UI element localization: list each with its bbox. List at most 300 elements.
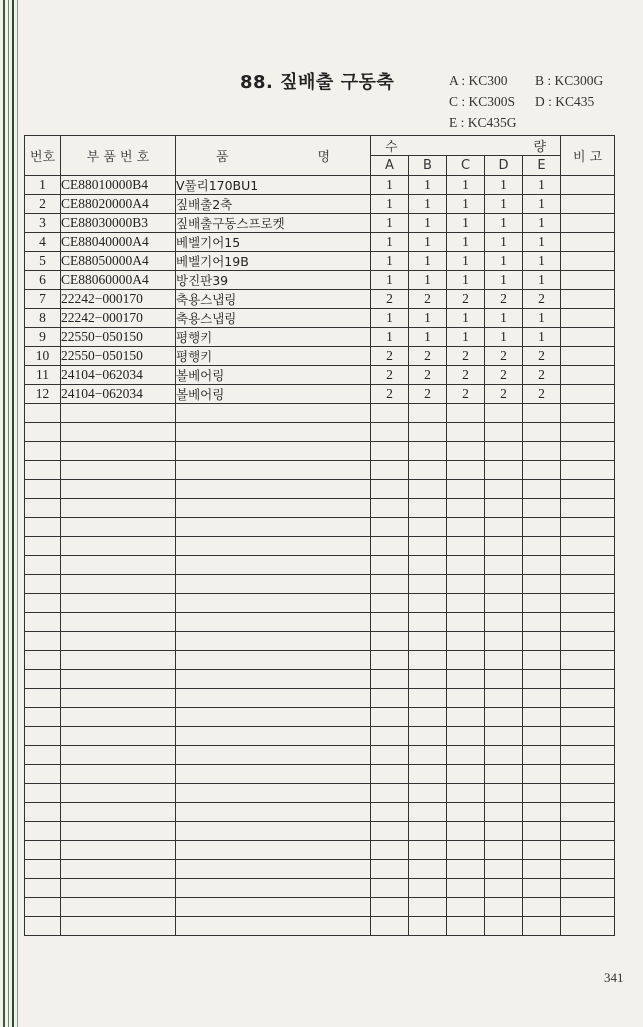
empty-cell (523, 556, 561, 575)
empty-cell (561, 860, 615, 879)
empty-cell (371, 822, 409, 841)
empty-cell (485, 423, 523, 442)
empty-cell (409, 651, 447, 670)
empty-cell (409, 822, 447, 841)
empty-cell (409, 613, 447, 632)
empty-row (25, 689, 615, 708)
empty-cell (447, 651, 485, 670)
empty-cell (523, 841, 561, 860)
row-qty-c: 2 (447, 385, 485, 404)
header-name-left: 품 (216, 150, 229, 165)
empty-cell (25, 784, 61, 803)
empty-cell (176, 613, 371, 632)
header-model-c: C (447, 156, 485, 176)
row-qty-d: 1 (485, 309, 523, 328)
table-row (25, 195, 615, 214)
empty-cell (485, 575, 523, 594)
row-qty-b: 2 (409, 366, 447, 385)
empty-row (25, 423, 615, 442)
row-qty-d: 1 (485, 328, 523, 347)
empty-cell (61, 860, 176, 879)
header-quantity (371, 136, 561, 156)
empty-cell (61, 499, 176, 518)
row-qty-b: 1 (409, 176, 447, 195)
row-part-number: 22550−050150 (61, 328, 176, 347)
empty-cell (485, 860, 523, 879)
empty-cell (447, 556, 485, 575)
empty-cell (523, 917, 561, 936)
empty-cell (409, 765, 447, 784)
empty-cell (176, 765, 371, 784)
empty-cell (523, 860, 561, 879)
empty-cell (485, 784, 523, 803)
legend-row (449, 70, 603, 91)
empty-cell (523, 594, 561, 613)
empty-cell (61, 841, 176, 860)
empty-cell (523, 879, 561, 898)
row-qty-b: 1 (409, 328, 447, 347)
empty-cell (447, 879, 485, 898)
table-row (25, 347, 615, 366)
empty-cell (447, 727, 485, 746)
empty-cell (371, 556, 409, 575)
row-qty-e: 1 (523, 176, 561, 195)
empty-cell (561, 404, 615, 423)
empty-cell (447, 404, 485, 423)
row-qty-e: 1 (523, 328, 561, 347)
empty-cell (523, 632, 561, 651)
empty-cell (176, 556, 371, 575)
empty-cell (25, 518, 61, 537)
empty-cell (61, 765, 176, 784)
empty-cell (61, 404, 176, 423)
empty-cell (371, 480, 409, 499)
empty-cell (447, 917, 485, 936)
empty-cell (485, 898, 523, 917)
header-qty-right: 량 (533, 140, 547, 155)
empty-cell (25, 670, 61, 689)
empty-cell (371, 860, 409, 879)
parts-table-body (25, 176, 615, 936)
row-qty-e: 1 (523, 309, 561, 328)
empty-cell (371, 727, 409, 746)
empty-row (25, 708, 615, 727)
empty-cell (371, 594, 409, 613)
empty-cell (485, 632, 523, 651)
row-part-number: 24104−062034 (61, 385, 176, 404)
row-name: 짚배출구동스프로켓 (176, 214, 371, 233)
row-qty-a: 2 (371, 366, 409, 385)
empty-cell (485, 404, 523, 423)
empty-cell (371, 689, 409, 708)
empty-cell (561, 765, 615, 784)
row-no: 12 (25, 385, 61, 404)
row-part-number: 22242−000170 (61, 290, 176, 309)
header-name (176, 136, 371, 176)
empty-cell (176, 575, 371, 594)
row-qty-b: 2 (409, 347, 447, 366)
empty-cell (25, 632, 61, 651)
row-qty-c: 1 (447, 176, 485, 195)
row-part-number: 22550−050150 (61, 347, 176, 366)
empty-cell (61, 879, 176, 898)
parts-table (24, 135, 615, 936)
empty-cell (176, 822, 371, 841)
empty-row (25, 727, 615, 746)
empty-cell (371, 841, 409, 860)
row-qty-c: 1 (447, 233, 485, 252)
empty-cell (25, 461, 61, 480)
empty-cell (561, 651, 615, 670)
empty-cell (561, 613, 615, 632)
empty-cell (561, 537, 615, 556)
empty-cell (25, 442, 61, 461)
empty-cell (561, 499, 615, 518)
empty-cell (61, 518, 176, 537)
empty-cell (447, 765, 485, 784)
row-remarks (561, 328, 615, 347)
empty-cell (523, 442, 561, 461)
empty-cell (523, 537, 561, 556)
empty-row (25, 499, 615, 518)
row-qty-b: 1 (409, 214, 447, 233)
model-legend (449, 70, 603, 133)
empty-row (25, 461, 615, 480)
empty-cell (447, 803, 485, 822)
row-part-number: CE88040000A4 (61, 233, 176, 252)
page-title: 88. 짚배출 구동축 (240, 72, 395, 93)
empty-cell (447, 537, 485, 556)
empty-cell (176, 917, 371, 936)
empty-cell (447, 613, 485, 632)
empty-cell (561, 461, 615, 480)
empty-cell (485, 480, 523, 499)
row-remarks (561, 176, 615, 195)
row-qty-a: 1 (371, 271, 409, 290)
legend-item: A : KC300 (449, 73, 508, 88)
empty-cell (523, 708, 561, 727)
row-remarks (561, 309, 615, 328)
page-number: 341 (604, 970, 624, 985)
empty-cell (447, 784, 485, 803)
empty-cell (447, 594, 485, 613)
empty-cell (523, 822, 561, 841)
binding-edge-lines (0, 0, 22, 1027)
empty-cell (409, 689, 447, 708)
empty-cell (561, 917, 615, 936)
row-qty-b: 1 (409, 195, 447, 214)
row-remarks (561, 214, 615, 233)
empty-cell (485, 670, 523, 689)
row-qty-c: 2 (447, 366, 485, 385)
row-name: 베벨기어19B (176, 252, 371, 271)
row-remarks (561, 233, 615, 252)
empty-row (25, 480, 615, 499)
empty-cell (25, 480, 61, 499)
row-qty-d: 2 (485, 347, 523, 366)
empty-cell (485, 651, 523, 670)
empty-cell (447, 499, 485, 518)
empty-cell (409, 746, 447, 765)
empty-cell (25, 727, 61, 746)
row-qty-e: 2 (523, 385, 561, 404)
empty-cell (523, 575, 561, 594)
empty-cell (561, 879, 615, 898)
row-qty-a: 2 (371, 347, 409, 366)
empty-cell (485, 499, 523, 518)
empty-cell (371, 746, 409, 765)
empty-cell (176, 404, 371, 423)
empty-cell (523, 898, 561, 917)
empty-row (25, 404, 615, 423)
row-qty-e: 1 (523, 252, 561, 271)
empty-cell (176, 670, 371, 689)
empty-row (25, 575, 615, 594)
empty-cell (409, 898, 447, 917)
table-row (25, 290, 615, 309)
empty-cell (371, 537, 409, 556)
empty-cell (176, 651, 371, 670)
empty-row (25, 879, 615, 898)
row-remarks (561, 366, 615, 385)
empty-cell (523, 404, 561, 423)
row-remarks (561, 347, 615, 366)
empty-row (25, 765, 615, 784)
legend-row (449, 91, 603, 112)
empty-cell (447, 670, 485, 689)
row-remarks (561, 271, 615, 290)
row-qty-d: 1 (485, 271, 523, 290)
empty-cell (523, 803, 561, 822)
empty-cell (25, 689, 61, 708)
empty-cell (485, 879, 523, 898)
row-qty-e: 1 (523, 214, 561, 233)
empty-cell (409, 594, 447, 613)
row-name: 평행키 (176, 347, 371, 366)
empty-cell (409, 480, 447, 499)
empty-cell (447, 480, 485, 499)
empty-cell (409, 404, 447, 423)
row-qty-b: 2 (409, 385, 447, 404)
empty-cell (25, 499, 61, 518)
empty-cell (523, 461, 561, 480)
empty-cell (61, 727, 176, 746)
empty-cell (25, 822, 61, 841)
empty-cell (409, 841, 447, 860)
row-name: 짚배출2축 (176, 195, 371, 214)
empty-cell (371, 575, 409, 594)
row-name: 베벨기어15 (176, 233, 371, 252)
empty-cell (25, 708, 61, 727)
empty-cell (485, 822, 523, 841)
empty-cell (25, 898, 61, 917)
header-no: 번호 (25, 136, 61, 176)
empty-cell (61, 784, 176, 803)
row-qty-d: 2 (485, 290, 523, 309)
table-header-row (25, 136, 615, 156)
empty-cell (561, 727, 615, 746)
row-qty-c: 1 (447, 252, 485, 271)
header-name-right: 명 (317, 150, 330, 165)
row-qty-a: 1 (371, 195, 409, 214)
empty-cell (371, 461, 409, 480)
row-no: 9 (25, 328, 61, 347)
table-row (25, 271, 615, 290)
row-qty-a: 1 (371, 233, 409, 252)
row-name: 축용스냅링 (176, 290, 371, 309)
empty-cell (485, 689, 523, 708)
empty-cell (176, 499, 371, 518)
row-qty-c: 2 (447, 347, 485, 366)
empty-cell (176, 746, 371, 765)
empty-row (25, 651, 615, 670)
empty-cell (371, 708, 409, 727)
row-name: V풀리170BU1 (176, 176, 371, 195)
empty-row (25, 556, 615, 575)
empty-cell (409, 860, 447, 879)
empty-cell (561, 784, 615, 803)
empty-cell (61, 423, 176, 442)
header-qty-left: 수 (385, 140, 398, 155)
empty-cell (447, 518, 485, 537)
empty-cell (176, 860, 371, 879)
table-row (25, 385, 615, 404)
row-name: 축용스냅링 (176, 309, 371, 328)
empty-cell (523, 765, 561, 784)
empty-cell (25, 404, 61, 423)
empty-cell (176, 461, 371, 480)
empty-cell (61, 594, 176, 613)
row-qty-a: 2 (371, 290, 409, 309)
empty-cell (561, 423, 615, 442)
row-qty-d: 1 (485, 252, 523, 271)
empty-cell (561, 822, 615, 841)
empty-cell (409, 518, 447, 537)
empty-cell (409, 784, 447, 803)
row-qty-e: 2 (523, 366, 561, 385)
empty-cell (561, 689, 615, 708)
row-part-number: CE88020000A4 (61, 195, 176, 214)
empty-row (25, 803, 615, 822)
empty-cell (61, 917, 176, 936)
row-qty-d: 2 (485, 366, 523, 385)
row-remarks (561, 252, 615, 271)
empty-cell (561, 803, 615, 822)
empty-cell (371, 518, 409, 537)
row-qty-c: 1 (447, 309, 485, 328)
empty-cell (447, 898, 485, 917)
empty-row (25, 518, 615, 537)
row-qty-b: 1 (409, 309, 447, 328)
row-qty-d: 1 (485, 233, 523, 252)
empty-cell (176, 480, 371, 499)
empty-cell (61, 556, 176, 575)
row-qty-c: 2 (447, 290, 485, 309)
empty-cell (561, 670, 615, 689)
row-qty-a: 1 (371, 252, 409, 271)
empty-row (25, 594, 615, 613)
legend-item: E : KC435G (449, 115, 517, 130)
empty-cell (61, 461, 176, 480)
empty-cell (371, 670, 409, 689)
empty-row (25, 670, 615, 689)
empty-cell (61, 898, 176, 917)
row-qty-c: 1 (447, 328, 485, 347)
empty-cell (25, 613, 61, 632)
row-qty-a: 1 (371, 214, 409, 233)
empty-cell (523, 689, 561, 708)
empty-cell (485, 442, 523, 461)
row-qty-a: 1 (371, 328, 409, 347)
empty-cell (447, 708, 485, 727)
row-qty-c: 1 (447, 271, 485, 290)
empty-cell (485, 917, 523, 936)
empty-cell (409, 670, 447, 689)
empty-cell (447, 442, 485, 461)
empty-row (25, 537, 615, 556)
row-qty-e: 1 (523, 233, 561, 252)
empty-cell (371, 423, 409, 442)
table-row (25, 252, 615, 271)
header-remarks: 비 고 (561, 136, 615, 176)
table-row (25, 328, 615, 347)
empty-cell (409, 423, 447, 442)
empty-cell (447, 423, 485, 442)
row-no: 6 (25, 271, 61, 290)
row-qty-c: 1 (447, 214, 485, 233)
empty-cell (409, 575, 447, 594)
row-qty-d: 1 (485, 214, 523, 233)
row-qty-a: 1 (371, 176, 409, 195)
empty-cell (485, 708, 523, 727)
row-no: 3 (25, 214, 61, 233)
empty-cell (176, 632, 371, 651)
empty-row (25, 841, 615, 860)
empty-cell (371, 613, 409, 632)
empty-cell (61, 480, 176, 499)
row-remarks (561, 290, 615, 309)
table-row (25, 366, 615, 385)
empty-cell (25, 765, 61, 784)
row-qty-e: 2 (523, 290, 561, 309)
legend-item: B : KC300G (535, 73, 604, 88)
row-qty-e: 2 (523, 347, 561, 366)
empty-cell (176, 708, 371, 727)
empty-cell (485, 765, 523, 784)
empty-cell (25, 556, 61, 575)
empty-cell (61, 537, 176, 556)
header-model-b: B (409, 156, 447, 176)
empty-cell (409, 708, 447, 727)
empty-cell (447, 822, 485, 841)
empty-row (25, 822, 615, 841)
row-qty-c: 1 (447, 195, 485, 214)
row-no: 4 (25, 233, 61, 252)
row-remarks (561, 385, 615, 404)
empty-cell (409, 803, 447, 822)
row-part-number: CE88030000B3 (61, 214, 176, 233)
empty-row (25, 860, 615, 879)
header-model-d: D (485, 156, 523, 176)
table-row (25, 214, 615, 233)
empty-cell (25, 746, 61, 765)
empty-cell (485, 613, 523, 632)
empty-cell (371, 917, 409, 936)
legend-item: C : KC300S (449, 94, 516, 109)
empty-cell (371, 879, 409, 898)
row-part-number: 22242−000170 (61, 309, 176, 328)
empty-cell (561, 556, 615, 575)
